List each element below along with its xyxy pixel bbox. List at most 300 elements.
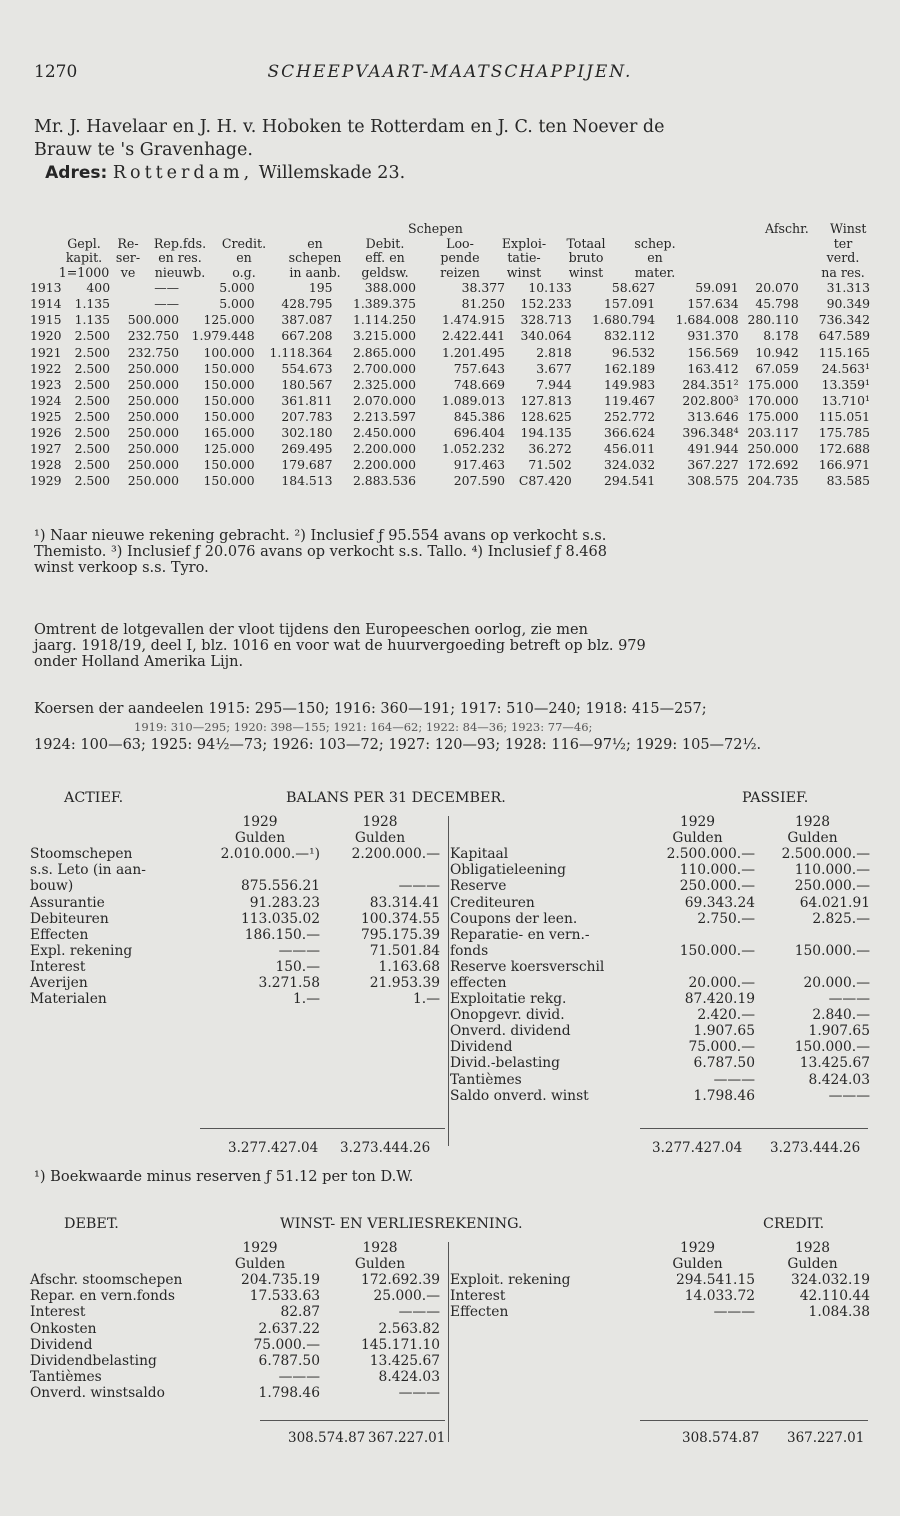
- value-cell: 36.272: [528, 441, 572, 457]
- paragraph-line: jaarg. 1918/19, deel I, blz. 1016 en voor wat de huurvergoeding betreft op blz. 979: [34, 638, 646, 654]
- value-cell: 1.979.448: [191, 328, 255, 344]
- value-cell: 366.624: [603, 425, 656, 441]
- ledger-value-1928: 2.500.000.—: [781, 846, 870, 863]
- year-cell: 1915: [30, 312, 62, 328]
- credit-label: CREDIT.: [763, 1216, 825, 1232]
- table-row: [30, 473, 870, 489]
- value-cell: 1.089.013: [441, 392, 505, 408]
- ledger-value-1928: 1.163.68: [378, 958, 440, 975]
- balance-footnote: ¹) Boekwaarde minus reserven ƒ 51.12 per ton D.W.: [34, 1168, 414, 1185]
- table-header-cell: winst: [568, 264, 604, 280]
- header-afschr: Afschr.: [765, 221, 809, 236]
- unit-header-row: [30, 830, 440, 846]
- paragraph-line: onder Holland Amerika Lijn.: [34, 654, 244, 670]
- value-cell: 757.643: [453, 360, 505, 376]
- value-cell: 252.772: [603, 408, 656, 424]
- ledger-row: [30, 911, 440, 927]
- table-header-cell: ser-: [115, 250, 141, 265]
- table-header-rows: [30, 237, 870, 281]
- share-prices-paragraph: [34, 700, 868, 754]
- ledger-value-1928: 100.374.55: [361, 910, 440, 927]
- ledger-value-1928: 1.084.38: [808, 1304, 870, 1321]
- table-header-cell: Gepl.: [67, 235, 101, 251]
- year-cell: 1913: [30, 280, 62, 296]
- table-header-cell: Rep.fds.: [153, 235, 207, 251]
- ledger-label: Effecten: [450, 1304, 509, 1321]
- debet-side: [30, 1240, 440, 1401]
- wv-title: WINST- EN VERLIESREKENING.: [280, 1216, 523, 1232]
- ledger-row: [30, 991, 440, 1007]
- ledger-row: [30, 1385, 440, 1401]
- ledger-value-1928: ———: [398, 878, 440, 895]
- ledger-row: [30, 1337, 440, 1353]
- ledger-row: [450, 975, 870, 991]
- ledger-row: [450, 991, 870, 1007]
- spacer-cell: [450, 814, 640, 830]
- running-title: SCHEEPVAART-MAATSCHAPPIJEN.: [267, 62, 633, 82]
- value-cell: 280.110: [747, 312, 799, 328]
- value-cell: 1.135: [74, 312, 111, 328]
- ledger-value-1929: 1.798.46: [258, 1384, 320, 1401]
- ledger-label: Coupons der leen.: [450, 910, 578, 927]
- header-schepen: Schepen: [408, 221, 463, 236]
- value-cell: 58.627: [611, 280, 656, 296]
- value-cell: 150.000: [203, 392, 255, 408]
- address-label: Adres:: [45, 163, 108, 183]
- financial-history-table: [30, 222, 870, 489]
- ledger-value-1929: 1.—: [293, 991, 320, 1008]
- value-cell: 2.325.000: [352, 376, 416, 392]
- value-cell: 10.942: [755, 344, 799, 360]
- ledger-value-1929: ———: [713, 1071, 755, 1088]
- ledger-label: Exploit. rekening: [450, 1272, 571, 1289]
- passief-table: [450, 814, 870, 1104]
- ledger-label: fonds: [450, 942, 489, 959]
- ledger-value-1929: [640, 927, 755, 943]
- ledger-label: Dividend: [30, 1336, 93, 1353]
- table-header-cell: ter: [833, 235, 853, 251]
- table-header-cell: kapit.: [65, 250, 103, 265]
- history-table-body: [30, 280, 870, 489]
- unit-1928: Gulden: [787, 1256, 838, 1273]
- value-cell: 456.011: [603, 441, 656, 457]
- value-cell: 127.813: [520, 392, 572, 408]
- ledger-value-1928: 2.840.—: [812, 1007, 870, 1024]
- year-cell: 1914: [30, 296, 62, 312]
- table-header-cell: mater.: [634, 264, 676, 280]
- passief-total-1929: 3.277.427.04: [652, 1140, 743, 1156]
- spacer-cell: [30, 814, 200, 830]
- ledger-label: Reserve koersverschil: [450, 958, 605, 975]
- ledger-row: [30, 1320, 440, 1336]
- year-1928: 1928: [794, 1240, 831, 1257]
- value-cell: 2.883.536: [352, 473, 416, 489]
- value-cell: 2.500: [74, 457, 111, 473]
- ledger-value-1929: 2.500.000.—: [666, 846, 755, 863]
- table-header-row: [30, 251, 870, 266]
- ledger-label: Materialen: [30, 991, 107, 1008]
- value-cell: 13.359¹: [821, 376, 870, 392]
- ledger-value-1929: 91.283.23: [249, 894, 320, 911]
- directors-line-2: Brauw te 's Gravenhage.: [34, 140, 253, 160]
- table-row: [30, 360, 870, 376]
- table-header-cell: en: [647, 250, 663, 265]
- value-cell: 194.135: [520, 425, 572, 441]
- value-cell: 1.684.008: [675, 312, 739, 328]
- ledger-label: Divid.-belasting: [450, 1055, 560, 1072]
- ledger-value-1928: [320, 862, 440, 878]
- footnote-line: ¹) Naar nieuwe rekening gebracht. ²) Inclusief ƒ 95.554 avans op verkocht s.s.: [34, 528, 607, 544]
- ledger-value-1929: 150.000.—: [679, 942, 755, 959]
- value-cell: 500.000: [127, 312, 180, 328]
- ledger-row: [450, 878, 870, 894]
- ledger-label: Tantièmes: [450, 1071, 522, 1088]
- value-cell: 207.590: [453, 473, 505, 489]
- table-header-cell: na res.: [821, 264, 865, 280]
- value-cell: 119.467: [603, 392, 656, 408]
- value-cell: 10.133: [528, 280, 572, 296]
- ledger-value-1929: [640, 959, 755, 975]
- value-cell: 184.513: [281, 473, 333, 489]
- value-cell: 2.818: [536, 344, 572, 360]
- ledger-row: [30, 846, 440, 862]
- address-street: Willemskade 23.: [258, 163, 406, 183]
- unit-1928: Gulden: [354, 1256, 406, 1273]
- value-cell: 8.178: [763, 328, 799, 344]
- value-cell: 7.944: [536, 376, 572, 392]
- ledger-row: [30, 959, 440, 975]
- ledger-value-1929: 1.798.46: [693, 1087, 755, 1104]
- ledger-value-1928: 2.200.000.—: [351, 846, 440, 863]
- value-cell: 175.000: [747, 376, 799, 392]
- ledger-value-1929: 2.420.—: [697, 1007, 755, 1024]
- value-cell: 1.474.915: [441, 312, 505, 328]
- ledger-value-1929: 82.87: [280, 1304, 320, 1321]
- value-cell: 204.735: [747, 473, 799, 489]
- value-cell: 1.389.375: [352, 296, 416, 312]
- value-cell: 152.233: [520, 296, 572, 312]
- ledger-value-1928: 172.692.39: [361, 1272, 440, 1289]
- value-cell: 165.000: [203, 425, 255, 441]
- table-footnotes: [34, 528, 868, 576]
- passief-side: [450, 814, 870, 1104]
- value-cell: 1.135: [74, 296, 111, 312]
- ledger-label: Onverd. dividend: [450, 1023, 571, 1040]
- value-cell: 157.091: [603, 296, 656, 312]
- ledger-value-1928: 110.000.—: [794, 862, 870, 879]
- year-header-row: [450, 814, 870, 830]
- ledger-value-1929: 2.637.22: [258, 1320, 320, 1337]
- ledger-value-1928: 20.000.—: [803, 974, 870, 991]
- value-cell: 20.070: [755, 280, 799, 296]
- value-cell: 2.500: [74, 473, 111, 489]
- table-row: [30, 441, 870, 457]
- value-cell: 150.000: [203, 408, 255, 424]
- ledger-row: [30, 878, 440, 894]
- ledger-value-1928: 83.314.41: [369, 894, 440, 911]
- ledger-value-1929: 75.000.—: [688, 1039, 755, 1056]
- table-header-cell: geldsw.: [361, 264, 409, 280]
- table-row: [30, 328, 870, 344]
- value-cell: 38.377: [461, 280, 505, 296]
- value-cell: 313.646: [687, 408, 739, 424]
- ledger-label: Debiteuren: [30, 910, 109, 927]
- value-cell: 2.200.000: [352, 441, 416, 457]
- value-cell: 2.500: [74, 344, 111, 360]
- value-cell: 175.785: [818, 425, 870, 441]
- value-cell: 400: [86, 280, 111, 296]
- value-cell: 2.450.000: [352, 425, 416, 441]
- ledger-value-1928: ———: [828, 1087, 870, 1104]
- ledger-value-1929: ———: [278, 1368, 320, 1385]
- year-1929: 1929: [242, 1240, 278, 1257]
- value-cell: 2.700.000: [352, 360, 416, 376]
- ledger-value-1929: ———: [713, 1304, 755, 1321]
- ledger-value-1928: ———: [398, 1384, 440, 1401]
- directors-line-1: Mr. J. Havelaar en J. H. v. Hoboken te Rotterdam en J. C. ten Noever de: [34, 117, 665, 137]
- value-cell: 67.059: [755, 360, 799, 376]
- ledger-value-1929: ———: [278, 942, 320, 959]
- value-cell: 250.000: [127, 441, 180, 457]
- value-cell: 96.532: [611, 344, 656, 360]
- table-header-cell: Totaal: [566, 235, 606, 251]
- ledger-row: [450, 1272, 870, 1288]
- value-cell: 150.000: [203, 360, 255, 376]
- credit-table: [450, 1240, 870, 1320]
- ledger-label: Onverd. winstsaldo: [30, 1384, 165, 1401]
- value-cell: 302.180: [281, 425, 333, 441]
- ledger-value-1928: 2.825.—: [812, 910, 870, 927]
- value-cell: 1.201.495: [441, 344, 505, 360]
- share-prices-line-3: 1924: 100—63; 1925: 94½—73; 1926: 103—72; 1927: 120—93; 1928: 116—97½; 1929: 105—72½.: [34, 737, 762, 753]
- value-cell: 175.000: [747, 408, 799, 424]
- ledger-row: [30, 1288, 440, 1304]
- ledger-value-1929: 69.343.24: [684, 894, 755, 911]
- table-row: [30, 457, 870, 473]
- value-cell: 45.798: [755, 296, 799, 312]
- ledger-row: [450, 862, 870, 878]
- value-cell: 180.567: [281, 376, 333, 392]
- value-cell: 269.495: [281, 441, 333, 457]
- ledger-row: [450, 943, 870, 959]
- ledger-value-1929: 75.000.—: [253, 1336, 320, 1353]
- ledger-row: [450, 927, 870, 943]
- table-header-cell: tatie-: [507, 250, 541, 265]
- ledger-value-1928: 2.563.82: [378, 1320, 440, 1337]
- ledger-label: Stoomschepen: [30, 846, 133, 863]
- value-cell: 3.677: [536, 360, 572, 376]
- unit-header-row: [450, 830, 870, 846]
- table-header-cell: Exploi-: [501, 235, 547, 251]
- year-cell: 1928: [30, 457, 62, 473]
- ledger-value-1928: 795.175.39: [361, 926, 440, 943]
- ledger-row: [450, 1055, 870, 1071]
- table-header-cell: Credit.: [221, 235, 267, 251]
- table-header-row: [30, 266, 870, 281]
- ledger-row: [450, 1023, 870, 1039]
- value-cell: 2.865.000: [352, 344, 416, 360]
- value-cell: 150.000: [203, 473, 255, 489]
- table-header-cell: pende: [440, 250, 480, 265]
- year-cell: 1923: [30, 376, 62, 392]
- ledger-value-1928: 64.021.91: [799, 894, 870, 911]
- spacer-cell: [450, 1240, 640, 1256]
- year-1928: 1928: [362, 814, 398, 831]
- value-cell: 203.117: [747, 425, 799, 441]
- ledger-row: [30, 927, 440, 943]
- table-row: [30, 425, 870, 441]
- ledger-value-1929: 294.541.15: [676, 1272, 755, 1289]
- ledger-value-1928: 25.000.—: [373, 1288, 440, 1305]
- credit-total-1928: 367.227.01: [787, 1430, 865, 1446]
- ledger-row: [450, 1288, 870, 1304]
- value-cell: 554.673: [281, 360, 333, 376]
- value-cell: 81.250: [461, 296, 505, 312]
- profit-loss-account: [30, 1216, 870, 1456]
- ledger-value-1928: 42.110.44: [799, 1288, 870, 1305]
- value-cell: 667.208: [281, 328, 333, 344]
- ledger-value-1928: 71.501.84: [369, 942, 440, 959]
- value-cell: 748.669: [453, 376, 505, 392]
- table-header-cell: verd.: [826, 250, 860, 265]
- unit-1929: Gulden: [672, 830, 723, 847]
- ledger-value-1928: 8.424.03: [378, 1368, 440, 1385]
- value-cell: 250.000: [127, 360, 180, 376]
- year-header-row: [30, 814, 440, 830]
- ledger-value-1928: [755, 927, 870, 943]
- debet-total-1929: 308.574.87: [288, 1430, 366, 1446]
- value-cell: 2.500: [74, 328, 111, 344]
- ledger-label: effecten: [450, 974, 507, 991]
- table-header-cell: eff. en: [365, 250, 405, 265]
- value-cell: 2.500: [74, 360, 111, 376]
- wv-header: [30, 1216, 870, 1238]
- ledger-value-1928: 150.000.—: [794, 942, 870, 959]
- value-cell: 2.500: [74, 441, 111, 457]
- actief-total-1929: 3.277.427.04: [228, 1140, 319, 1156]
- ledger-label: Interest: [450, 1288, 506, 1305]
- ledger-value-1928: ———: [398, 1304, 440, 1321]
- ledger-label: Obligatieleening: [450, 862, 566, 879]
- year-cell: 1926: [30, 425, 62, 441]
- value-cell: 328.713: [520, 312, 572, 328]
- table-header-cell: Debit.: [365, 235, 405, 251]
- table-header-row: [30, 237, 870, 252]
- fleet-paragraph: [34, 622, 868, 670]
- ledger-value-1929: 6.787.50: [258, 1352, 320, 1369]
- table-header-top: [30, 222, 870, 237]
- value-cell: 5.000: [219, 296, 255, 312]
- value-cell: 125.000: [203, 441, 255, 457]
- ledger-value-1928: 250.000.—: [794, 878, 870, 895]
- ledger-label: Tantièmes: [30, 1368, 102, 1385]
- table-header-cell: reizen: [440, 264, 480, 280]
- value-cell: 250.000: [747, 441, 799, 457]
- ledger-value-1929: 17.533.63: [249, 1288, 320, 1305]
- ledger-value-1929: [200, 862, 320, 878]
- ledger-label: Interest: [30, 1304, 86, 1321]
- unit-1929: Gulden: [234, 830, 286, 847]
- ledger-value-1929: 20.000.—: [688, 974, 755, 991]
- ledger-value-1928: [755, 959, 870, 975]
- ledger-label: Onkosten: [30, 1320, 97, 1337]
- board-and-address: [34, 116, 868, 185]
- ledger-value-1929: 3.271.58: [258, 974, 320, 991]
- ledger-label: Averijen: [30, 974, 88, 991]
- value-cell: 71.502: [528, 457, 572, 473]
- header-winst: Winst: [830, 221, 867, 236]
- value-cell: 1.114.250: [352, 312, 416, 328]
- year-cell: 1922: [30, 360, 62, 376]
- value-cell: 388.000: [364, 280, 416, 296]
- credit-side: [450, 1240, 870, 1320]
- table-header-cell: nieuwb.: [154, 264, 206, 280]
- year-cell: 1925: [30, 408, 62, 424]
- ledger-value-1929: 2.750.—: [697, 910, 755, 927]
- ledger-value-1929: 6.787.50: [693, 1055, 755, 1072]
- value-cell: 128.625: [520, 408, 572, 424]
- ledger-row: [30, 1369, 440, 1385]
- ledger-value-1928: 145.171.10: [361, 1336, 440, 1353]
- address-city: Rotterdam,: [112, 163, 254, 183]
- value-cell: 149.983: [603, 376, 656, 392]
- ledger-label: Kapitaal: [450, 846, 509, 863]
- value-cell: 250.000: [127, 457, 180, 473]
- value-cell: 179.687: [281, 457, 333, 473]
- unit-1928: Gulden: [787, 830, 838, 847]
- ledger-label: Afschr. stoomschepen: [30, 1272, 183, 1289]
- value-cell: 150.000: [203, 457, 255, 473]
- ledger-value-1928: 8.424.03: [808, 1071, 870, 1088]
- value-cell: 170.000: [747, 392, 799, 408]
- value-cell: 832.112: [603, 328, 656, 344]
- value-cell: 2.500: [74, 425, 111, 441]
- value-cell: 115.165: [818, 344, 870, 360]
- table-row: [30, 296, 870, 312]
- year-cell: 1921: [30, 344, 62, 360]
- page-header: [34, 62, 866, 88]
- unit-header-row: [450, 1256, 870, 1272]
- ledger-value-1928: 324.032.19: [791, 1272, 870, 1289]
- ledger-value-1928: ———: [828, 991, 870, 1008]
- value-cell: 150.000: [203, 376, 255, 392]
- page-number: 1270: [34, 62, 78, 82]
- ledger-row: [30, 975, 440, 991]
- year-cell: 1927: [30, 441, 62, 457]
- year-cell: 1924: [30, 392, 62, 408]
- ledger-value-1928: 1.—: [413, 991, 440, 1008]
- value-cell: 367.227: [687, 457, 739, 473]
- ledger-value-1928: 13.425.67: [799, 1055, 870, 1072]
- table-header-cell: o.g.: [232, 264, 256, 280]
- table-row: [30, 280, 870, 296]
- value-cell: 396.348⁴: [682, 425, 739, 441]
- ledger-row: [30, 943, 440, 959]
- actief-table: [30, 814, 440, 1007]
- table-header-cell: schep.: [634, 235, 676, 251]
- address-line: [34, 162, 868, 185]
- ledger-row: [450, 1007, 870, 1023]
- value-cell: 250.000: [127, 473, 180, 489]
- value-cell: 3.215.000: [352, 328, 416, 344]
- debet-total-1928: 367.227.01: [368, 1430, 446, 1446]
- value-cell: 83.585: [826, 473, 870, 489]
- table-row: [30, 393, 870, 409]
- value-cell: ——: [154, 296, 180, 312]
- unit-1929: Gulden: [672, 1256, 723, 1273]
- paragraph-line: Omtrent de lotgevallen der vloot tijdens den Europeeschen oorlog, zie men: [34, 622, 588, 638]
- unit-1929: Gulden: [234, 1256, 286, 1273]
